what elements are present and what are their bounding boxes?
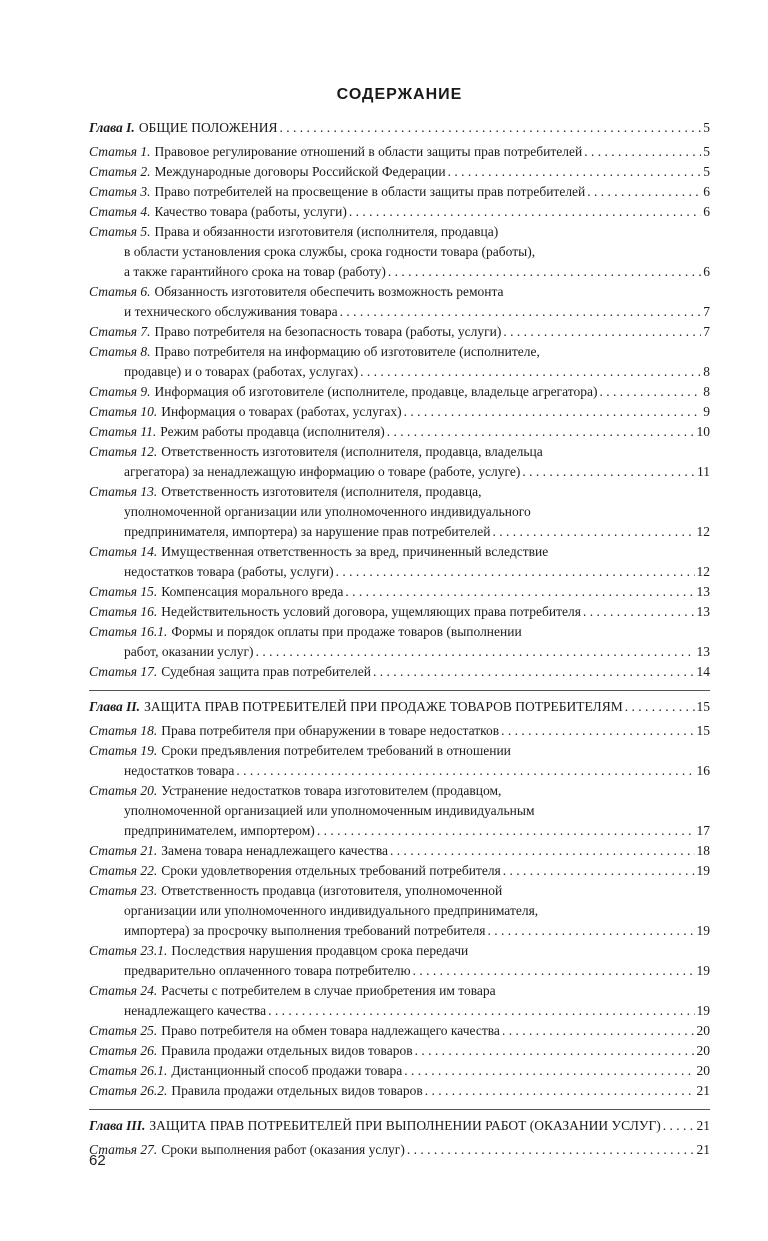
toc-article	[89, 582, 710, 602]
toc-entry-text: Недействительность условий договора, ущемляющих права потребителя	[161, 604, 581, 619]
toc-entry-label: Статья 7.	[89, 324, 151, 339]
toc-entry-text: Ответственность продавца (изготовителя, уполномоченной	[161, 883, 503, 898]
toc-page-number: 12	[696, 524, 710, 539]
toc-page-number: 7	[703, 304, 710, 319]
toc-entry-text: импортера) за просрочку выполнения требований потребителя	[124, 923, 486, 938]
toc-entry-text: ЗАЩИТА ПРАВ ПОТРЕБИТЕЛЕЙ ПРИ ПРОДАЖЕ ТОВАРОВ ПОТРЕБИТЕЛЯМ	[144, 699, 623, 714]
toc-entry-text: Правила продажи отдельных видов товаров	[161, 1043, 413, 1058]
toc-line	[89, 202, 710, 222]
toc-entry-label: Статья 14.	[89, 544, 158, 559]
toc-article	[89, 202, 710, 222]
toc-entry-text: Расчеты с потребителем в случае приобретения им товара	[161, 983, 496, 998]
dot-leader	[487, 921, 694, 941]
toc-entry-label: Глава III.	[89, 1118, 146, 1133]
toc-entry-text: предпринимателя, импортера) за нарушение прав потребителей	[124, 524, 491, 539]
dot-leader	[280, 118, 702, 138]
toc-line	[89, 841, 710, 861]
dot-leader	[336, 562, 695, 582]
dot-leader	[373, 662, 694, 682]
toc-entry-label: Статья 19.	[89, 743, 158, 758]
toc-line	[89, 282, 710, 302]
toc-article	[89, 781, 710, 841]
toc-entry-label: Статья 12.	[89, 444, 158, 459]
toc-entry-text: Судебная защита прав потребителей	[161, 664, 372, 679]
toc-entry-text: Имущественная ответственность за вред, причиненный вследствие	[161, 544, 549, 559]
toc-article	[89, 162, 710, 182]
toc-page-number: 9	[703, 404, 710, 419]
toc-entry-text: организации или уполномоченного индивидуального предпринимателя,	[124, 903, 539, 918]
toc-entry-text: уполномоченной организацией или уполномоченным индивидуальным	[124, 803, 535, 818]
toc-line	[89, 482, 710, 502]
toc-line	[89, 642, 710, 662]
dot-leader	[501, 721, 694, 741]
toc-entry-label: Статья 4.	[89, 204, 151, 219]
toc-entry-text: и технического обслуживания товара	[124, 304, 338, 319]
table-of-contents	[89, 118, 710, 1160]
toc-page-number: 15	[696, 723, 710, 738]
toc-line	[89, 1081, 710, 1101]
toc-entry-label: Статья 3.	[89, 184, 151, 199]
toc-line	[89, 861, 710, 881]
dot-leader	[502, 1021, 695, 1041]
toc-entry-label: Статья 20.	[89, 783, 158, 798]
toc-entry-label: Статья 25.	[89, 1023, 158, 1038]
toc-entry-text: уполномоченной организации или уполномоченного индивидуального	[124, 504, 531, 519]
toc-article	[89, 282, 710, 322]
toc-line	[89, 302, 710, 322]
toc-article	[89, 662, 710, 682]
toc-entry-text: а также гарантийного срока на товар (работу)	[124, 264, 386, 279]
toc-line	[89, 442, 710, 462]
toc-line	[89, 182, 710, 202]
dot-leader	[268, 1001, 694, 1021]
dot-leader	[387, 422, 695, 442]
toc-chapter	[89, 690, 710, 717]
toc-line	[89, 961, 710, 981]
dot-leader	[448, 162, 702, 182]
toc-line	[89, 142, 710, 162]
toc-entry-label: Статья 16.	[89, 604, 158, 619]
section-divider	[89, 690, 710, 691]
toc-article	[89, 402, 710, 422]
toc-entry-label: Статья 26.1.	[89, 1063, 168, 1078]
toc-line	[89, 1116, 710, 1136]
toc-page-number: 17	[696, 823, 710, 838]
toc-page-number: 6	[703, 264, 710, 279]
toc-entry-text: предпринимателем, импортером)	[124, 823, 315, 838]
dot-leader	[599, 382, 701, 402]
toc-entry-text: работ, оказании услуг)	[124, 644, 254, 659]
section-divider	[89, 1109, 710, 1110]
toc-line	[89, 622, 710, 642]
toc-line	[89, 262, 710, 282]
toc-page-number: 8	[703, 364, 710, 379]
dot-leader	[388, 262, 701, 282]
toc-entry-text: Право потребителя на обмен товара надлежащего качества	[161, 1023, 500, 1038]
toc-page-number: 7	[703, 324, 710, 339]
toc-entry-label: Глава I.	[89, 120, 135, 135]
toc-article	[89, 841, 710, 861]
toc-entry-label: Статья 5.	[89, 224, 151, 239]
dot-leader	[583, 602, 695, 622]
toc-line	[89, 118, 710, 138]
toc-entry-text: предварительно оплаченного товара потребителю	[124, 963, 411, 978]
toc-line	[89, 402, 710, 422]
toc-article	[89, 941, 710, 981]
toc-entry-text: Замена товара ненадлежащего качества	[161, 843, 389, 858]
dot-leader	[584, 142, 701, 162]
toc-entry-text: Права и обязанности изготовителя (исполнителя, продавца)	[154, 224, 499, 239]
toc-line	[89, 602, 710, 622]
dot-leader	[425, 1081, 695, 1101]
toc-entry-text: Ответственность изготовителя (исполнителя, продавца, владельца	[161, 444, 543, 459]
toc-entry-label: Статья 6.	[89, 284, 151, 299]
toc-article	[89, 622, 710, 662]
toc-entry-text: ОБЩИЕ ПОЛОЖЕНИЯ	[138, 120, 278, 135]
toc-entry-text: Устранение недостатков товара изготовителем (продавцом,	[161, 783, 502, 798]
toc-page-number: 12	[696, 564, 710, 579]
toc-page-number: 19	[696, 963, 710, 978]
dot-leader	[413, 961, 695, 981]
toc-article	[89, 342, 710, 382]
toc-line	[89, 941, 710, 961]
toc-page-number: 21	[696, 1118, 710, 1133]
toc-page-number: 20	[696, 1063, 710, 1078]
toc-article	[89, 1081, 710, 1101]
dot-leader	[256, 642, 695, 662]
toc-line	[89, 821, 710, 841]
toc-line	[89, 1001, 710, 1021]
toc-entry-text: Последствия нарушения продавцом срока передачи	[171, 943, 469, 958]
toc-article	[89, 542, 710, 582]
dot-leader	[345, 582, 694, 602]
page-title: СОДЕРЖАНИЕ	[336, 86, 463, 103]
page-number: 62	[89, 1152, 106, 1169]
toc-article	[89, 1140, 710, 1160]
toc-entry-label: Статья 2.	[89, 164, 151, 179]
toc-entry-label: Статья 13.	[89, 484, 158, 499]
toc-entry-label: Статья 21.	[89, 843, 158, 858]
toc-page-number: 13	[696, 584, 710, 599]
toc-line	[89, 1061, 710, 1081]
toc-page-number: 20	[696, 1023, 710, 1038]
toc-page-number: 10	[696, 424, 710, 439]
toc-article	[89, 482, 710, 542]
toc-entry-label: Статья 11.	[89, 424, 157, 439]
toc-line	[89, 502, 710, 522]
dot-leader	[663, 1116, 695, 1136]
dot-leader	[493, 522, 695, 542]
toc-entry-text: Обязанность изготовителя обеспечить возможность ремонта	[154, 284, 504, 299]
toc-line	[89, 981, 710, 1001]
toc-line	[89, 1041, 710, 1061]
toc-entry-text: Права потребителя при обнаружении в товаре недостатков	[161, 723, 500, 738]
dot-leader	[522, 462, 695, 482]
toc-entry-text: Дистанционный способ продажи товара	[171, 1063, 403, 1078]
toc-entry-text: Сроки предъявления потребителем требований в отношении	[161, 743, 511, 758]
toc-page-number: 19	[696, 923, 710, 938]
toc-line	[89, 1021, 710, 1041]
toc-line	[89, 522, 710, 542]
toc-entry-label: Статья 23.	[89, 883, 158, 898]
toc-line	[89, 382, 710, 402]
toc-line	[89, 242, 710, 262]
toc-entry-text: Информация об изготовителе (исполнителе, продавце, владельце агрегатора)	[154, 384, 598, 399]
dot-leader	[404, 402, 702, 422]
toc-article	[89, 322, 710, 342]
dot-leader	[404, 1061, 694, 1081]
dot-leader	[503, 861, 695, 881]
toc-entry-label: Статья 16.1.	[89, 624, 168, 639]
toc-entry-text: Ответственность изготовителя (исполнителя, продавца,	[161, 484, 482, 499]
toc-entry-text: продавце) и о товарах (работах, услугах)	[124, 364, 359, 379]
toc-entry-label: Глава II.	[89, 699, 141, 714]
toc-entry-text: Право потребителя на информацию об изготовителе (исполнителе,	[154, 344, 540, 359]
toc-line	[89, 362, 710, 382]
toc-line	[89, 662, 710, 682]
toc-page-number: 5	[703, 120, 710, 135]
toc-entry-label: Статья 26.	[89, 1043, 158, 1058]
toc-article	[89, 1021, 710, 1041]
toc-entry-text: Формы и порядок оплаты при продаже товаров (выполнении	[171, 624, 522, 639]
toc-page-number: 6	[703, 204, 710, 219]
toc-entry-label: Статья 22.	[89, 863, 158, 878]
toc-entry-text: Правовое регулирование отношений в области защиты прав потребителей	[154, 144, 583, 159]
toc-entry-text: Информация о товарах (работах, услугах)	[161, 404, 402, 419]
toc-entry-label: Статья 15.	[89, 584, 158, 599]
toc-article	[89, 422, 710, 442]
toc-article	[89, 741, 710, 781]
dot-leader	[390, 841, 694, 861]
dot-leader	[236, 761, 694, 781]
toc-line	[89, 562, 710, 582]
toc-entry-text: Правила продажи отдельных видов товаров	[171, 1083, 423, 1098]
dot-leader	[317, 821, 695, 841]
toc-line	[89, 697, 710, 717]
toc-page-number: 18	[696, 843, 710, 858]
toc-line	[89, 162, 710, 182]
toc-entry-label: Статья 9.	[89, 384, 151, 399]
toc-page-number: 5	[703, 164, 710, 179]
toc-page-number: 8	[703, 384, 710, 399]
toc-page-number: 20	[696, 1043, 710, 1058]
toc-line	[89, 761, 710, 781]
dot-leader	[360, 362, 701, 382]
toc-entry-text: Сроки выполнения работ (оказания услуг)	[161, 1142, 405, 1157]
toc-entry-label: Статья 1.	[89, 144, 151, 159]
toc-entry-label: Статья 23.1.	[89, 943, 168, 958]
toc-line	[89, 582, 710, 602]
toc-article	[89, 881, 710, 941]
toc-entry-text: Сроки удовлетворения отдельных требований потребителя	[161, 863, 501, 878]
toc-line	[89, 781, 710, 801]
toc-page-number: 19	[696, 863, 710, 878]
toc-page-number: 5	[703, 144, 710, 159]
toc-line	[89, 342, 710, 362]
toc-page-number: 15	[696, 699, 710, 714]
toc-entry-label: Статья 24.	[89, 983, 158, 998]
toc-line	[89, 901, 710, 921]
toc-line	[89, 1140, 710, 1160]
toc-entry-text: ЗАЩИТА ПРАВ ПОТРЕБИТЕЛЕЙ ПРИ ВЫПОЛНЕНИИ РАБОТ (ОКАЗАНИИ УСЛУГ)	[149, 1118, 661, 1133]
dot-leader	[625, 697, 695, 717]
dot-leader	[340, 302, 702, 322]
toc-entry-text: агрегатора) за ненадлежащую информацию о товаре (работе, услуге)	[124, 464, 521, 479]
toc-page-number: 19	[696, 1003, 710, 1018]
toc-article	[89, 602, 710, 622]
toc-article	[89, 861, 710, 881]
toc-article	[89, 981, 710, 1021]
toc-article	[89, 442, 710, 482]
dot-leader	[407, 1140, 695, 1160]
toc-chapter	[89, 118, 710, 138]
toc-entry-text: Международные договоры Российской Федерации	[154, 164, 446, 179]
toc-line	[89, 462, 710, 482]
toc-entry-label: Статья 8.	[89, 344, 151, 359]
toc-page-number: 16	[696, 763, 710, 778]
toc-line	[89, 741, 710, 761]
toc-entry-text: ненадлежащего качества	[124, 1003, 267, 1018]
toc-line	[89, 322, 710, 342]
toc-entry-text: Компенсация морального вреда	[161, 584, 344, 599]
dot-leader	[587, 182, 701, 202]
toc-chapter	[89, 1109, 710, 1136]
toc-entry-label: Статья 10.	[89, 404, 158, 419]
dot-leader	[415, 1041, 695, 1061]
toc-entry-text: Качество товара (работы, услуги)	[154, 204, 347, 219]
toc-entry-text: Право потребителя на безопасность товара (работы, услуги)	[154, 324, 502, 339]
toc-page-number: 6	[703, 184, 710, 199]
toc-page-number: 14	[696, 664, 710, 679]
toc-entry-label: Статья 27.	[89, 1142, 158, 1157]
toc-page-number: 13	[696, 644, 710, 659]
toc-line	[89, 542, 710, 562]
toc-entry-text: Режим работы продавца (исполнителя)	[160, 424, 385, 439]
toc-entry-label: Статья 26.2.	[89, 1083, 168, 1098]
toc-article	[89, 382, 710, 402]
toc-line	[89, 801, 710, 821]
toc-entry-text: Право потребителей на просвещение в области защиты прав потребителей	[154, 184, 586, 199]
toc-article	[89, 182, 710, 202]
toc-entry-text: недостатков товара	[124, 763, 235, 778]
toc-article	[89, 1061, 710, 1081]
toc-article	[89, 1041, 710, 1061]
dot-leader	[503, 322, 701, 342]
toc-line	[89, 921, 710, 941]
toc-page-number: 21	[696, 1142, 710, 1157]
toc-entry-label: Статья 17.	[89, 664, 158, 679]
toc-entry-label: Статья 18.	[89, 723, 158, 738]
toc-article	[89, 222, 710, 282]
toc-line	[89, 422, 710, 442]
toc-line	[89, 721, 710, 741]
toc-page-number: 11	[697, 464, 710, 479]
toc-article	[89, 721, 710, 741]
toc-page-number: 21	[696, 1083, 710, 1098]
toc-entry-text: недостатков товара (работы, услуги)	[124, 564, 334, 579]
toc-line	[89, 222, 710, 242]
dot-leader	[349, 202, 701, 222]
toc-page-number: 13	[696, 604, 710, 619]
toc-line	[89, 881, 710, 901]
toc-entry-text: в области установления срока службы, срока годности товара (работы),	[124, 244, 536, 259]
toc-article	[89, 142, 710, 162]
